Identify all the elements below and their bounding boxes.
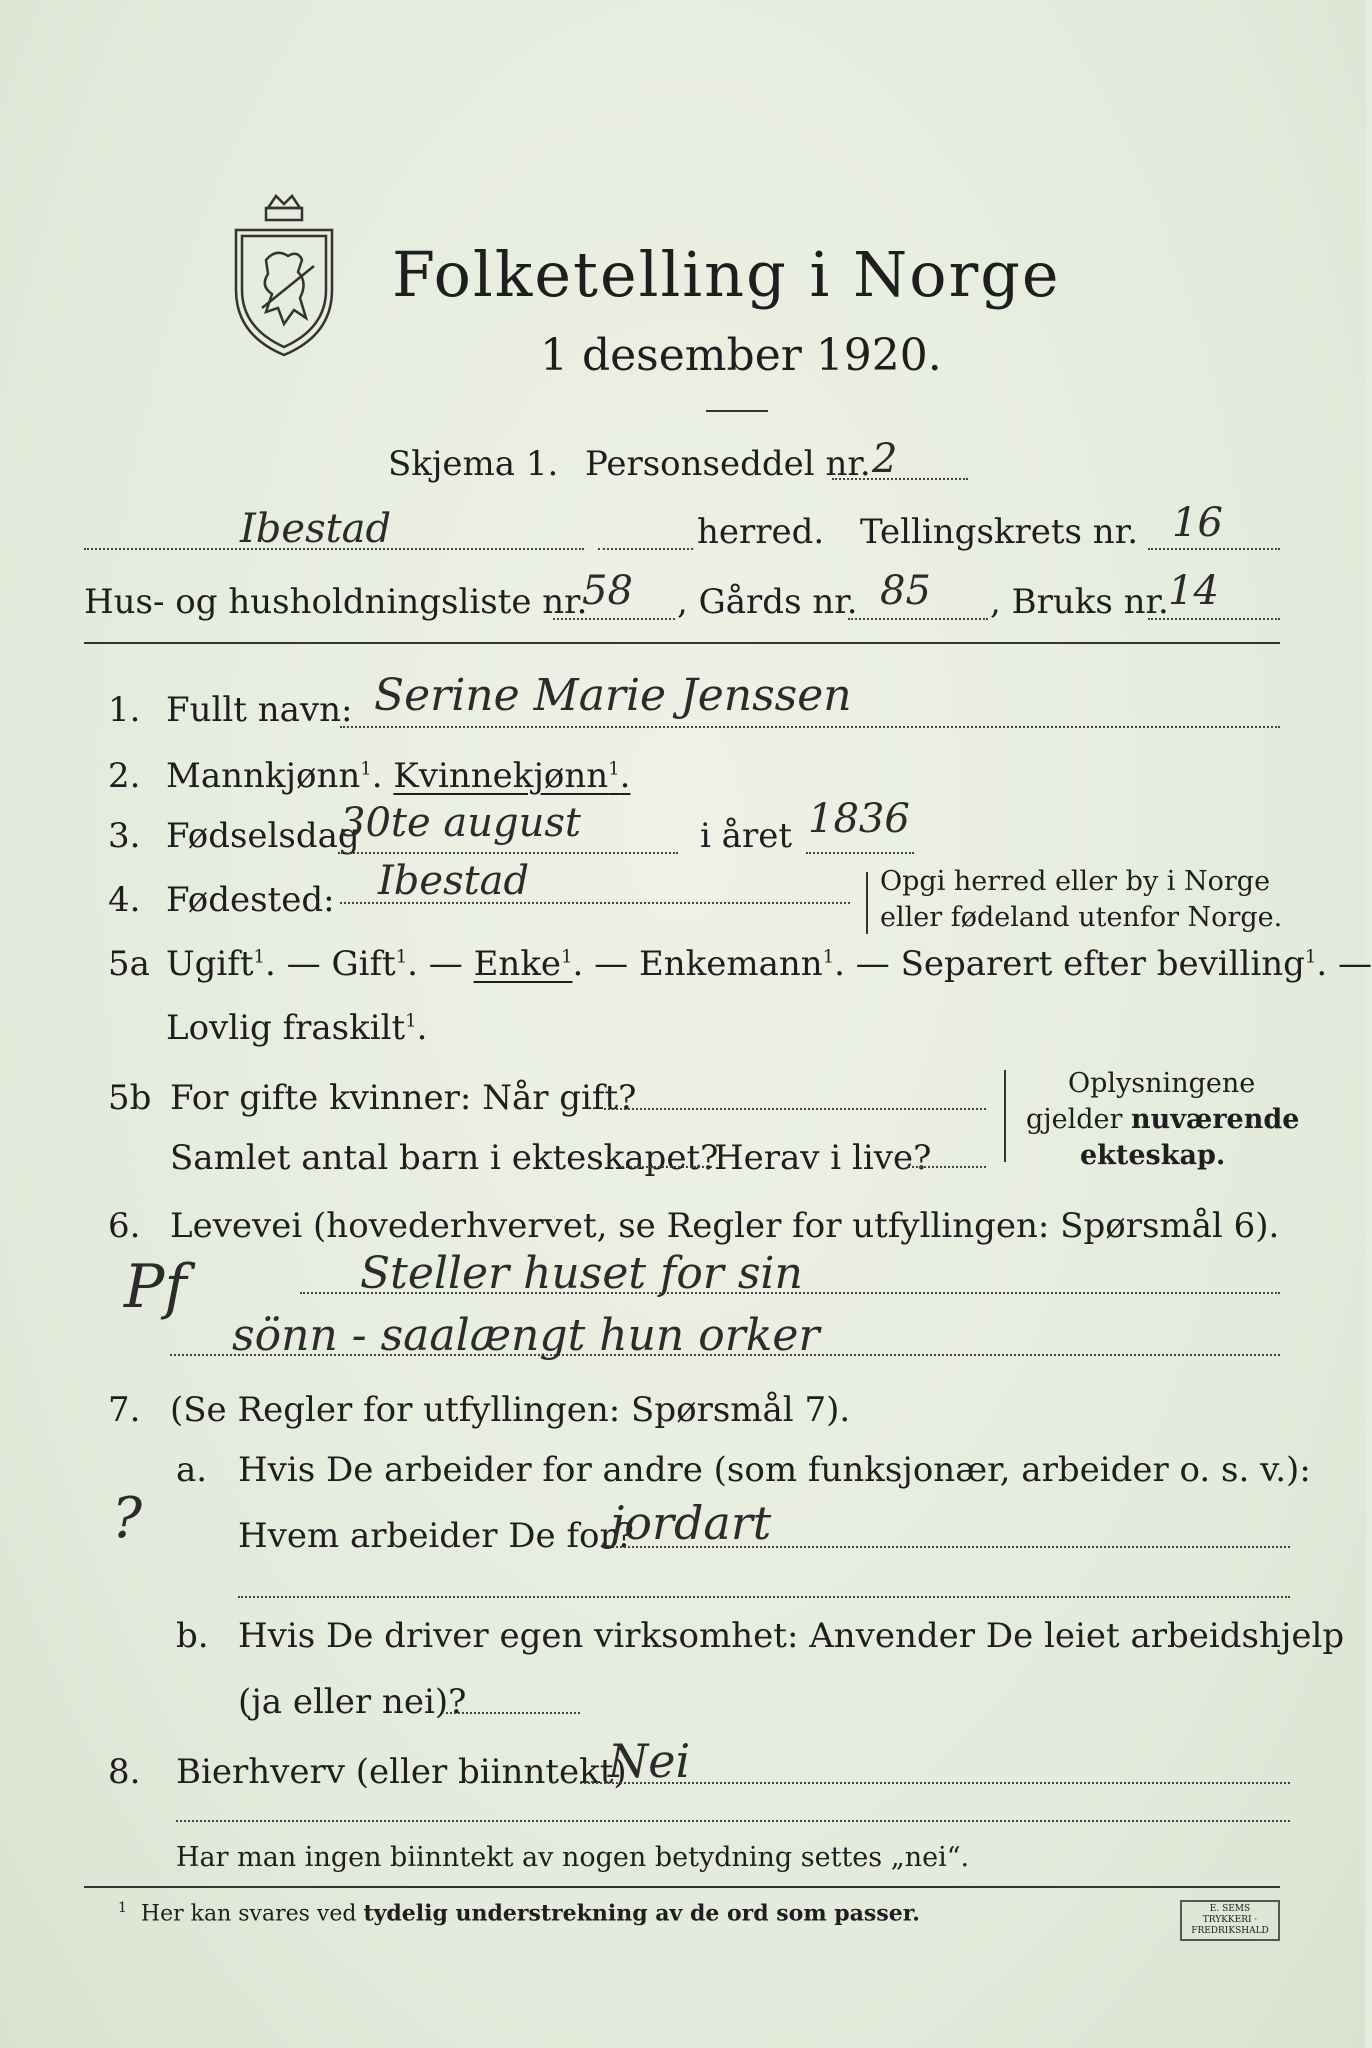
printer-stamp: E. SEMS TRYKKERI · FREDRIKSHALD bbox=[1180, 1900, 1280, 1941]
bruks-label: , Bruks nr. bbox=[990, 582, 1169, 622]
q6-margin-note: Pf bbox=[124, 1252, 187, 1322]
bruks-value: 14 bbox=[1168, 568, 1219, 614]
q3-year-label: i året bbox=[700, 816, 792, 856]
herred-value: Ibestad bbox=[240, 506, 392, 552]
q4-note-2: eller fødeland utenfor Norge. bbox=[880, 902, 1283, 933]
q1-number: 1. bbox=[108, 690, 141, 730]
q4-value: Ibestad bbox=[378, 858, 530, 904]
q7a-question: Hvem arbeider De for? bbox=[238, 1516, 634, 1556]
q7b-letter: b. bbox=[176, 1616, 209, 1656]
q5a-enke: Enke$^1$ bbox=[473, 944, 573, 984]
q3-label: Fødselsdag bbox=[166, 816, 360, 856]
q3-line bbox=[338, 852, 678, 854]
q5a-fraskilt: Lovlig fraskilt$^1$. bbox=[166, 1008, 428, 1048]
title-divider bbox=[706, 410, 768, 412]
tellingskrets-value: 16 bbox=[1172, 500, 1223, 546]
herred-label: herred. bbox=[697, 512, 825, 552]
q5b-line-3 bbox=[908, 1166, 986, 1168]
q5b-brace bbox=[1004, 1070, 1006, 1162]
q6-value-1: Steller huset for sin bbox=[360, 1248, 803, 1299]
q5a-number: 5a bbox=[108, 944, 150, 984]
footnote: $^1$ Her kan svares ved tydelig understrekning av de ord som passer. bbox=[118, 1900, 920, 1927]
q7b-question: (ja eller nei)? bbox=[238, 1682, 467, 1722]
form-title: Folketelling i Norge bbox=[392, 238, 1061, 311]
q8-line-2 bbox=[176, 1820, 1290, 1822]
q4-note-1: Opgi herred eller by i Norge bbox=[880, 866, 1271, 897]
q8-value: Nei bbox=[608, 1734, 691, 1788]
q4-brace bbox=[866, 872, 868, 934]
q5b-label-2: Samlet antal barn i ekteskapet? bbox=[170, 1138, 719, 1178]
q3-year-line bbox=[806, 852, 914, 854]
herred-line-2 bbox=[598, 548, 693, 550]
q5b-number: 5b bbox=[108, 1078, 152, 1118]
q7b-text: Hvis De driver egen virksomhet: Anvender De leiet arbeidshjelp bbox=[238, 1616, 1345, 1656]
q7a-text: Hvis De arbeider for andre (som funksjonær, arbeider o. s. v.): bbox=[238, 1450, 1311, 1490]
tellingskrets-line bbox=[1148, 548, 1280, 550]
footer-divider bbox=[84, 1886, 1280, 1888]
personseddel-line bbox=[832, 478, 968, 480]
q6-label: Levevei (hovederhvervet, se Regler for utfyllingen: Spørsmål 6). bbox=[170, 1206, 1280, 1246]
q1-label: Fullt navn: bbox=[166, 690, 353, 730]
hus-label: Hus- og husholdningsliste nr. bbox=[84, 582, 588, 622]
hus-line bbox=[553, 618, 675, 620]
q5a-options: Ugift$^1$. — Gift$^1$. — Enke$^1$. — Enkemann$^1$. — Separert efter bevilling$^1$. — bbox=[166, 944, 1372, 984]
q4-label: Fødested: bbox=[166, 880, 335, 920]
q5b-note-1: Oplysningene bbox=[1068, 1068, 1256, 1099]
coat-of-arms-icon bbox=[228, 190, 340, 360]
q7-number: 7. bbox=[108, 1390, 141, 1430]
footer-note: Har man ingen biinntekt av nogen betydning settes „nei“. bbox=[176, 1842, 970, 1873]
hus-value: 58 bbox=[582, 568, 633, 614]
q4-number: 4. bbox=[108, 880, 141, 920]
gards-line bbox=[848, 618, 988, 620]
gards-label: , Gårds nr. bbox=[677, 582, 858, 622]
q5b-label-1: For gifte kvinner: Når gift? bbox=[170, 1078, 637, 1118]
q2-number: 2. bbox=[108, 756, 141, 796]
q2-mannkjonn: Mannkjønn bbox=[166, 756, 361, 796]
gards-value: 85 bbox=[880, 568, 931, 614]
q5b-line-2 bbox=[622, 1166, 712, 1168]
bruks-line bbox=[1148, 618, 1280, 620]
q7-margin-note: ? bbox=[112, 1486, 143, 1551]
schema-label: Skjema 1. bbox=[388, 444, 559, 484]
q3-value: 30te august bbox=[340, 800, 581, 846]
q5b-label-3: Herav i live? bbox=[714, 1138, 932, 1178]
q7-label: (Se Regler for utfyllingen: Spørsmål 7). bbox=[170, 1390, 851, 1430]
q7b-line bbox=[446, 1712, 580, 1714]
q7a-value: jordart bbox=[610, 1496, 772, 1550]
q3-number: 3. bbox=[108, 816, 141, 856]
q8-number: 8. bbox=[108, 1752, 141, 1792]
q8-label: Bierhverv (eller biinntekt) bbox=[176, 1752, 627, 1792]
q6-number: 6. bbox=[108, 1206, 141, 1246]
q5b-note-2: gjelder nuværende bbox=[1026, 1104, 1300, 1135]
q2-options: Mannkjønn$^1$. Kvinnekjønn$^1$. bbox=[166, 756, 631, 796]
q3-year-value: 1836 bbox=[808, 796, 910, 842]
q6-value-2: sönn - saalængt hun orker bbox=[232, 1310, 820, 1361]
personseddel-label: Personseddel nr. bbox=[585, 444, 871, 484]
q5b-note-3: ekteskap. bbox=[1080, 1140, 1226, 1171]
q1-value: Serine Marie Jenssen bbox=[374, 670, 852, 721]
q2-kvinnekjonn: Kvinnekjønn$^1$. bbox=[393, 756, 631, 796]
q7a-line-2 bbox=[238, 1596, 1290, 1598]
q5b-line-1 bbox=[604, 1108, 986, 1110]
personseddel-value: 2 bbox=[872, 436, 898, 482]
form-date: 1 desember 1920. bbox=[540, 330, 942, 381]
q7a-letter: a. bbox=[176, 1450, 208, 1490]
header-divider bbox=[84, 642, 1280, 644]
q1-line bbox=[340, 726, 1280, 728]
tellingskrets-label: Tellingskrets nr. bbox=[860, 512, 1139, 552]
